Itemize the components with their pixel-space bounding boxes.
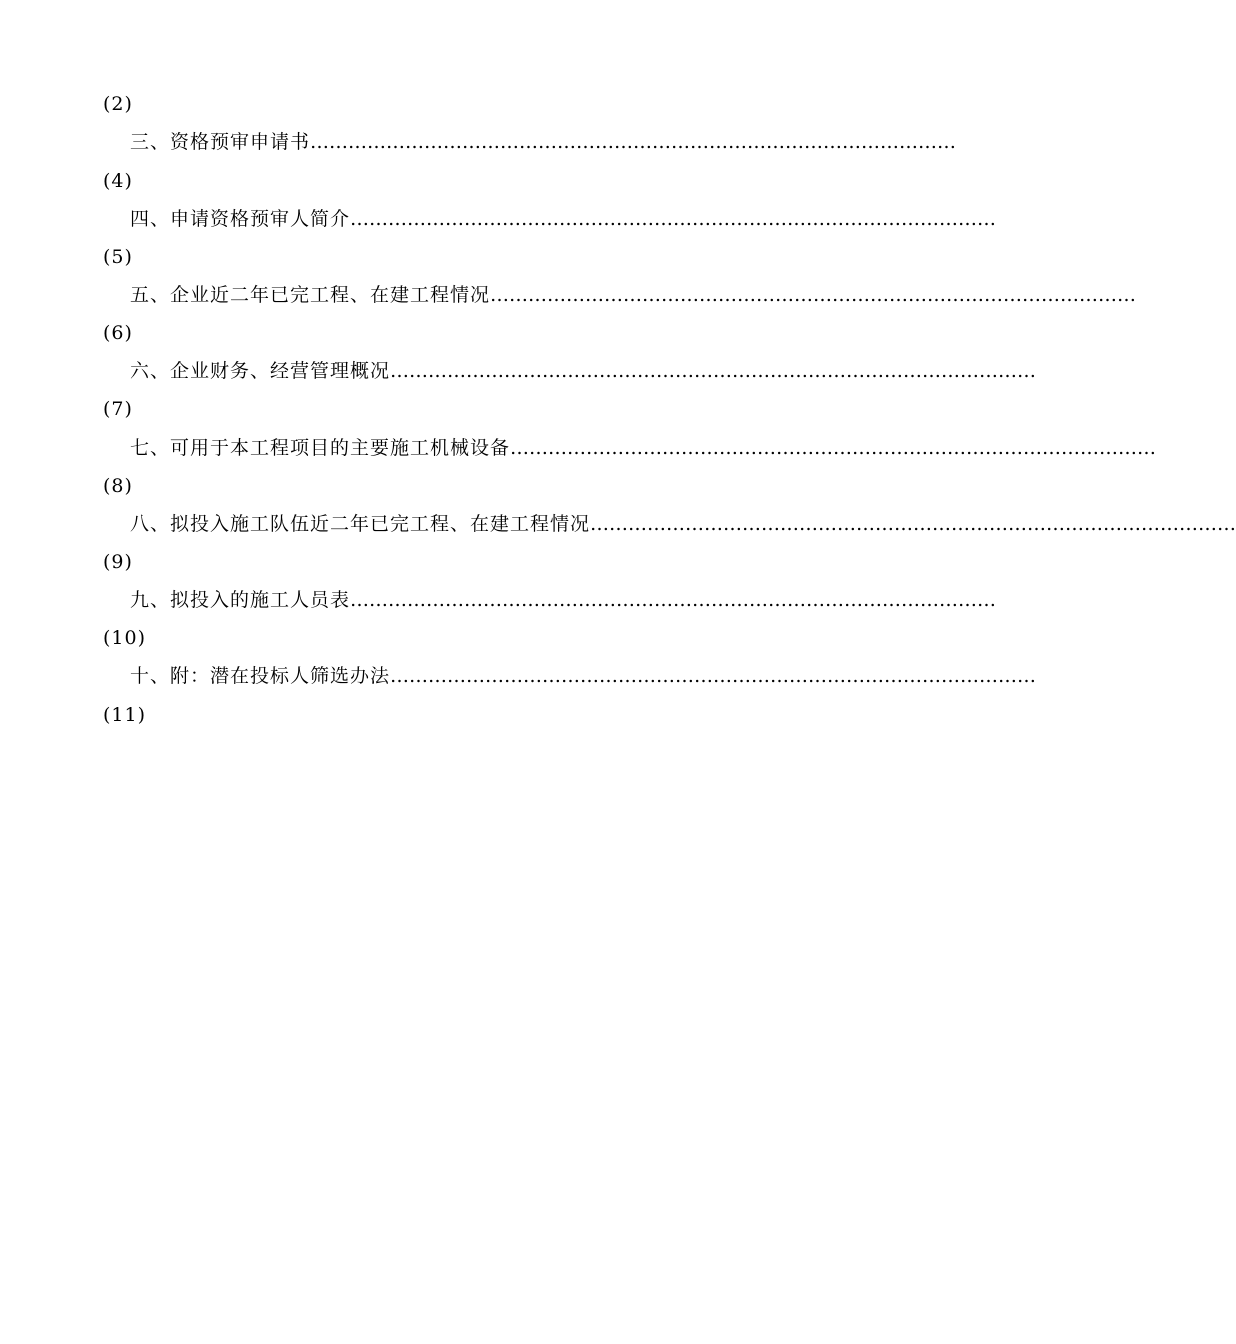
- toc-page-number: (8): [103, 475, 133, 497]
- toc-entry[interactable]: [130, 436, 1157, 460]
- toc-entry-title: 四、申请资格预审人简介: [130, 208, 351, 230]
- toc-entry-title: 九、拟投入的施工人员表: [130, 589, 351, 611]
- toc-entry-title: 六、企业财务、经营管理概况: [130, 360, 391, 382]
- toc-page-number: (4): [103, 170, 133, 192]
- toc-entry-title: 七、可用于本工程项目的主要施工机械设备: [130, 437, 511, 459]
- toc-entry-title: 八、拟投入施工队伍近二年已完工程、在建工程情况: [130, 513, 591, 535]
- toc-page-number: (10): [103, 627, 147, 649]
- toc-entry[interactable]: [130, 359, 1037, 383]
- dot-leader: …………………………………………………………………………………………: [510, 437, 1157, 459]
- toc-page-number: (7): [103, 398, 133, 420]
- dot-leader: …………………………………………………………………………………………: [390, 665, 1037, 687]
- toc-page-number: (9): [103, 551, 133, 573]
- toc-entry[interactable]: [130, 283, 1137, 307]
- toc-entry[interactable]: [130, 130, 957, 154]
- toc-page-number: (5): [103, 246, 133, 268]
- toc-entry[interactable]: [130, 588, 997, 612]
- dot-leader: …………………………………………………………………………………………: [350, 208, 997, 230]
- toc-page-number: (11): [103, 704, 147, 726]
- dot-leader: …………………………………………………………………………………………: [490, 284, 1137, 306]
- toc-entry[interactable]: [130, 512, 1236, 536]
- toc-entry-title: 十、附：潜在投标人筛选办法: [130, 665, 391, 687]
- dot-leader: …………………………………………………………………………………………: [590, 513, 1236, 535]
- dot-leader: …………………………………………………………………………………………: [310, 131, 957, 153]
- dot-leader: …………………………………………………………………………………………: [350, 589, 997, 611]
- toc-page-number: (2): [103, 93, 133, 115]
- toc-page-number: (6): [103, 322, 133, 344]
- toc-entry-title: 五、企业近二年已完工程、在建工程情况: [130, 284, 491, 306]
- dot-leader: …………………………………………………………………………………………: [390, 360, 1037, 382]
- toc-entry-title: 三、资格预审申请书: [130, 131, 311, 153]
- toc-entry[interactable]: [130, 207, 997, 231]
- toc-entry[interactable]: [130, 664, 1037, 688]
